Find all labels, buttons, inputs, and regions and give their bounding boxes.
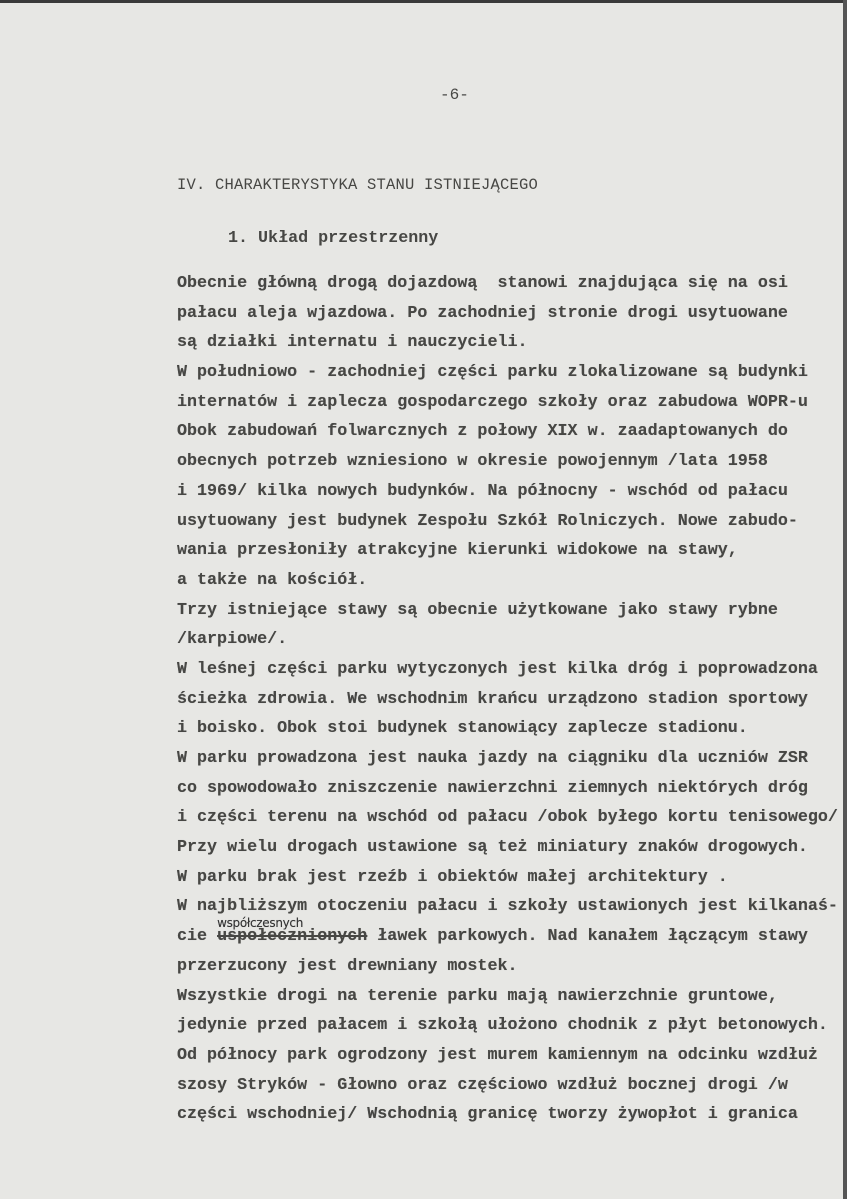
text-line: co spowodowało zniszczenie nawierzchni ziemnych niektórych dróg (177, 778, 808, 798)
text-line: W leśnej części parku wytyczonych jest kilka dróg i poprowadzona (177, 659, 818, 679)
text-segment: cie (177, 927, 218, 947)
text-line: W parku brak jest rzeźb i obiektów małej architektury . (177, 867, 728, 887)
handwritten-insertion: współczesnych (217, 916, 304, 931)
scan-edge-top (0, 0, 847, 3)
text-line: Obecnie główną drogą dojazdową stanowi znajdująca się na osi (177, 274, 788, 293)
corrected-line (177, 916, 838, 952)
section-title: IV. CHARAKTERYSTYKA STANU ISTNIEJĄCEGO (177, 176, 539, 194)
text-line: obecnych potrzeb wzniesiono w okresie powojennym /lata 1958 (177, 452, 768, 472)
text-line: szosy Stryków - Głowno oraz częściowo wzdłuż bocznej drogi /w (177, 1075, 788, 1095)
text-line: i części terenu na wschód od pałacu /obok byłego kortu tenisowego/ (177, 808, 838, 828)
text-line: /karpiowe/. (177, 630, 288, 650)
text-line: ścieżka zdrowia. We wschodnim krańcu urządzono stadion sportowy (177, 689, 808, 709)
subsection-title: 1. Układ przestrzenny (228, 229, 439, 248)
text-line: usytuowany jest budynek Zespołu Szkół Rolniczych. Nowe zabudo- (177, 511, 798, 531)
text-line: a także na kościół. (177, 570, 368, 590)
text-line: części wschodniej/ Wschodnią granicę tworzy żywopłot i granica (177, 1105, 798, 1125)
text-line: W najbliższym otoczeniu pałacu i szkoły ustawionych jest kilkanaś- (177, 897, 838, 917)
text-line: Od północy park ogrodzony jest murem kamiennym na odcinku wzdłuż (177, 1045, 818, 1065)
document-body (177, 269, 838, 1130)
text-line: Wszystkie drogi na terenie parku mają nawierzchnie gruntowe, (177, 986, 778, 1006)
text-line: i boisko. Obok stoi budynek stanowiący zaplecze stadionu. (177, 719, 748, 739)
struck-word: uspołecznionych (217, 927, 368, 947)
scan-edge-right (843, 0, 847, 1199)
text-segment: ławek parkowych. Nad kanałem łączącym stawy (367, 927, 808, 947)
correction (217, 916, 368, 947)
text-line: Obok zabudowań folwarcznych z połowy XIX w. zaadaptowanych do (177, 422, 788, 442)
text-line: są działki internatu i nauczycieli. (177, 333, 528, 353)
text-line: W parku prowadzona jest nauka jazdy na ciągniku dla uczniów ZSR (177, 749, 808, 768)
page-number: -6- (440, 86, 469, 104)
text-line: Trzy istniejące stawy są obecnie użytkowane jako stawy rybne (177, 600, 778, 620)
text-line: przerzucony jest drewniany mostek. (177, 956, 518, 976)
text-line: Przy wielu drogach ustawione są też miniatury znaków drogowych. (177, 838, 808, 858)
text-line: i 1969/ kilka nowych budynków. Na północny - wschód od pałacu (177, 481, 788, 501)
text-line: W południowo - zachodniej części parku zlokalizowane są budynki (177, 363, 808, 383)
text-line: jedynie przed pałacem i szkołą ułożono chodnik z płyt betonowych. (177, 1016, 828, 1036)
text-line: pałacu aleja wjazdowa. Po zachodniej stronie drogi usytuowane (177, 303, 788, 323)
text-line: internatów i zaplecza gospodarczego szkoły oraz zabudowa WOPR-u (177, 392, 808, 412)
text-line: wania przesłoniły atrakcyjne kierunki widokowe na stawy, (177, 541, 738, 561)
